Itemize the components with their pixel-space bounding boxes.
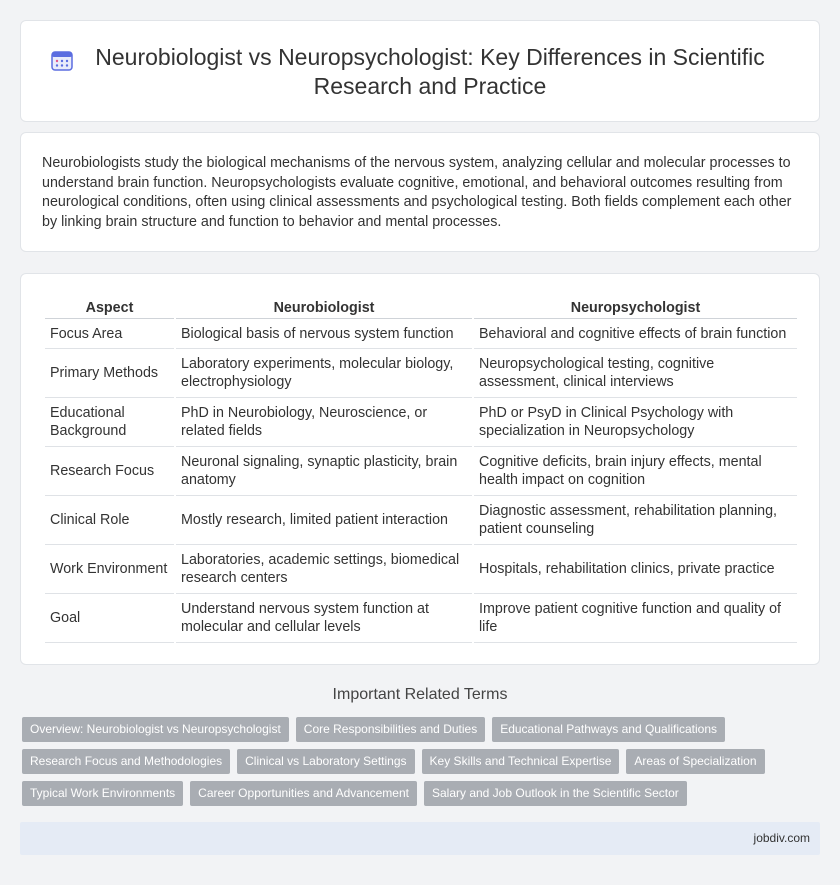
footer-bar [20,822,820,855]
site-link[interactable]: jobdiv.com [753,831,810,845]
table-cell: Goal [45,594,174,643]
table-cell: Improve patient cognitive function and quality of life [474,594,797,643]
tag-link[interactable]: Key Skills and Technical Expertise [422,749,620,774]
table-cell: Biological basis of nervous system function [176,319,472,349]
table-row [45,349,797,398]
comparison-table-card [20,273,820,665]
header-neuropsychologist: Neuropsychologist [474,296,797,319]
table-cell: Neuropsychological testing, cognitive assessment, clinical interviews [474,349,797,398]
tag-link[interactable]: Career Opportunities and Advancement [190,781,417,806]
table-row [45,496,797,545]
table-row [45,447,797,496]
tag-link[interactable]: Clinical vs Laboratory Settings [237,749,414,774]
intro-card [20,132,820,252]
tag-row [22,781,822,806]
tag-link[interactable]: Salary and Job Outlook in the Scientific Sector [424,781,687,806]
tag-link[interactable]: Core Responsibilities and Duties [296,717,485,742]
table-cell: Focus Area [45,319,174,349]
table-cell: Behavioral and cognitive effects of brain function [474,319,797,349]
table-row [45,319,797,349]
table-cell: Understand nervous system function at molecular and cellular levels [176,594,472,643]
related-terms-heading: Important Related Terms [332,686,508,703]
tag-link[interactable]: Educational Pathways and Qualifications [492,717,725,742]
table-cell: Hospitals, rehabilitation clinics, private practice [474,545,797,594]
tag-link[interactable]: Typical Work Environments [22,781,183,806]
table-cell: Work Environment [45,545,174,594]
table-cell: Diagnostic assessment, rehabilitation planning, patient counseling [474,496,797,545]
page-title: Neurobiologist vs Neuropsychologist: Key Differences in Scientific Research and Practice [95,44,765,99]
table-cell: Clinical Role [45,496,174,545]
comparison-table [43,296,799,643]
table-cell: Cognitive deficits, brain injury effects, mental health impact on cognition [474,447,797,496]
tag-link[interactable]: Overview: Neurobiologist vs Neuropsychologist [22,717,289,742]
tag-row [22,717,822,742]
table-row [45,545,797,594]
table-cell: PhD in Neurobiology, Neuroscience, or related fields [176,398,472,447]
table-row [45,398,797,447]
tag-row [22,749,822,774]
table-cell: Laboratory experiments, molecular biology, electrophysiology [176,349,472,398]
table-cell: Laboratories, academic settings, biomedical research centers [176,545,472,594]
intro-paragraph: Neurobiologists study the biological mechanisms of the nervous system, analyzing cellular and molecular processes to understand brain function. Neuropsychologists evaluate cognitive, emotional, and behavioral outcomes resulting from neurological conditions, often using clinical assessments and psychological testing. Both fields complement each other by linking brain structure and function to behavior and mental processes. [42,155,792,230]
table-cell: Primary Methods [45,349,174,398]
table-row [45,594,797,643]
table-cell: PhD or PsyD in Clinical Psychology with specialization in Neuropsychology [474,398,797,447]
table-cell: Educational Background [45,398,174,447]
tag-link[interactable]: Areas of Specialization [626,749,764,774]
table-cell: Mostly research, limited patient interaction [176,496,472,545]
title-card [20,20,820,122]
tag-link[interactable]: Research Focus and Methodologies [22,749,230,774]
table-cell: Neuronal signaling, synaptic plasticity, brain anatomy [176,447,472,496]
related-terms-tags [22,717,822,813]
header-neurobiologist: Neurobiologist [176,296,472,319]
table-cell: Research Focus [45,447,174,496]
header-aspect: Aspect [45,296,174,319]
